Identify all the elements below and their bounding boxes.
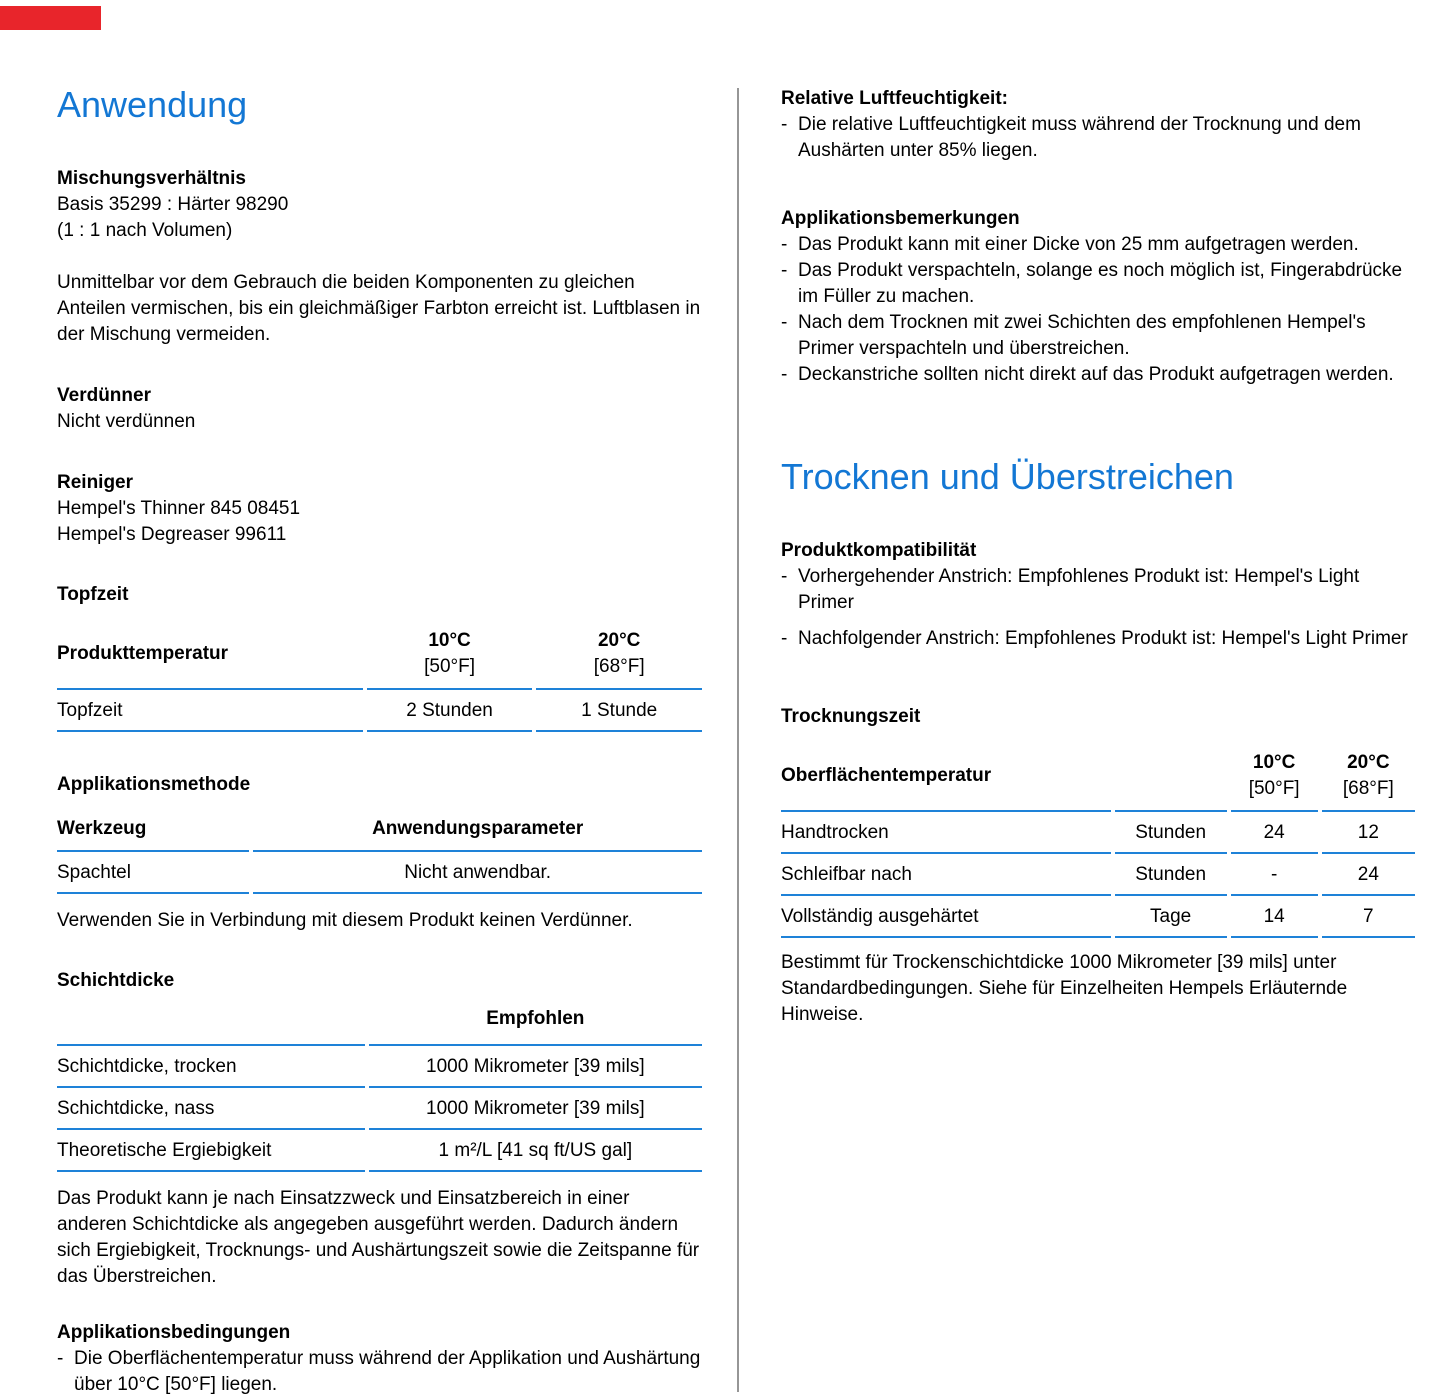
table-row bbox=[781, 896, 1415, 938]
table-row bbox=[57, 1088, 702, 1130]
compatibility-heading: Produktkompatibilität bbox=[781, 540, 977, 561]
drying-time-table bbox=[777, 750, 1419, 938]
bullet-dash: - bbox=[781, 260, 788, 281]
drying-temp-header bbox=[1322, 750, 1415, 812]
list-item-text: Das Produkt kann mit einer Dicke von 25 mm aufgetragen werden. bbox=[798, 234, 1359, 255]
table-row bbox=[57, 852, 702, 894]
list-item bbox=[781, 112, 1415, 164]
left-column bbox=[57, 0, 702, 1398]
pot-life-col-header: Produkttemperatur bbox=[57, 628, 363, 690]
list-item-text: Die relative Luftfeuchtigkeit muss während der Trocknung und dem Aushärten unter 85% liegen. bbox=[798, 114, 1361, 161]
table-row bbox=[57, 1046, 702, 1088]
bullet-dash: - bbox=[781, 234, 788, 255]
list-item bbox=[781, 258, 1415, 310]
list-item-text: Deckanstriche sollten nicht direkt auf das Produkt aufgetragen werden. bbox=[798, 364, 1394, 385]
application-remarks-heading: Applikationsbemerkungen bbox=[781, 208, 1020, 229]
table-row bbox=[781, 854, 1415, 896]
mixing-ratio-line: Basis 35299 : Härter 98290 bbox=[57, 194, 289, 215]
list-item bbox=[781, 310, 1415, 362]
method-col-header: Anwendungsparameter bbox=[253, 816, 702, 852]
cell-unit: Stunden bbox=[1115, 812, 1227, 854]
bullet-dash: - bbox=[781, 566, 788, 587]
cell-value: - bbox=[1231, 854, 1318, 896]
table-row bbox=[781, 812, 1415, 854]
cell-value: 2 Stunden bbox=[367, 690, 533, 732]
thinner-line: Nicht verdünnen bbox=[57, 411, 196, 432]
cell-label: Schleifbar nach bbox=[781, 854, 1111, 896]
cell-value: 24 bbox=[1231, 812, 1318, 854]
cell-value: 1 Stunde bbox=[536, 690, 702, 732]
table-row bbox=[57, 690, 702, 732]
temp-c-label: 10°C bbox=[1252, 752, 1296, 773]
cell-label: Vollständig ausgehärtet bbox=[781, 896, 1111, 938]
list-item bbox=[781, 564, 1415, 616]
cell-label: Schichtdicke, nass bbox=[57, 1088, 365, 1130]
application-method-heading: Applikationsmethode bbox=[57, 774, 251, 795]
application-conditions-list bbox=[57, 1346, 702, 1398]
bullet-dash: - bbox=[781, 114, 788, 135]
page-title-anwendung: Anwendung bbox=[57, 84, 248, 125]
temp-f-label: [50°F] bbox=[1248, 778, 1300, 799]
cleaner-line: Hempel's Degreaser 99611 bbox=[57, 524, 287, 545]
cell-value: 24 bbox=[1322, 854, 1415, 896]
pot-life-table bbox=[53, 628, 706, 732]
mixing-ratio-heading: Mischungsverhältnis bbox=[57, 168, 246, 189]
cell-value: 7 bbox=[1322, 896, 1415, 938]
drying-temp-header bbox=[1231, 750, 1318, 812]
compatibility-list bbox=[781, 564, 1415, 652]
cleaner-line: Hempel's Thinner 845 08451 bbox=[57, 498, 301, 519]
cell-value: Nicht anwendbar. bbox=[253, 852, 702, 894]
temp-c-label: 20°C bbox=[597, 630, 641, 651]
cell-value: 12 bbox=[1322, 812, 1415, 854]
list-item bbox=[781, 232, 1415, 258]
application-remarks-list bbox=[781, 232, 1415, 388]
thinner-heading: Verdünner bbox=[57, 385, 151, 406]
drying-col-header: Oberflächentemperatur bbox=[781, 750, 1111, 812]
list-item-text: Das Produkt verspachteln, solange es noch möglich ist, Fingerabdrücke im Füller zu machen. bbox=[798, 260, 1403, 307]
drying-time-heading: Trocknungszeit bbox=[781, 706, 921, 727]
list-item bbox=[781, 626, 1415, 652]
application-method-note: Verwenden Sie in Verbindung mit diesem Produkt keinen Verdünner. bbox=[57, 910, 633, 931]
pot-life-heading: Topfzeit bbox=[57, 584, 129, 605]
film-thickness-paragraph: Das Produkt kann je nach Einsatzzweck und Einsatzbereich in einer anderen Schichtdicke als angegeben ausgeführt werden. Dadurch ändern sich Ergiebigkeit, Trocknungs- und Aushärtungszeit sowie die Zeitspanne für das Überstreichen. bbox=[57, 1188, 700, 1287]
cell-value: 1000 Mikrometer [39 mils] bbox=[369, 1088, 702, 1130]
bullet-dash: - bbox=[57, 1348, 64, 1369]
humidity-list bbox=[781, 112, 1415, 164]
bullet-dash: - bbox=[781, 364, 788, 385]
cell-value: 1000 Mikrometer [39 mils] bbox=[369, 1046, 702, 1088]
application-conditions-heading: Applikationsbedingungen bbox=[57, 1322, 291, 1343]
film-thickness-heading: Schichtdicke bbox=[57, 970, 175, 991]
mixing-ratio-paragraph: Unmittelbar vor dem Gebrauch die beiden Komponenten zu gleichen Anteilen vermischen, bis ein gleichmäßiger Farbton erreicht ist. Luftblasen in der Mischung vermeiden. bbox=[57, 272, 701, 345]
drying-col-header-empty bbox=[1115, 750, 1227, 812]
temp-c-label: 20°C bbox=[1347, 752, 1390, 773]
film-col-header: Empfohlen bbox=[369, 1006, 702, 1046]
cell-label: Spachtel bbox=[57, 852, 249, 894]
cell-label: Schichtdicke, trocken bbox=[57, 1046, 365, 1088]
film-thickness-table bbox=[53, 1006, 706, 1172]
list-item-text: Nachfolgender Anstrich: Empfohlenes Produkt ist: Hempel's Light Primer bbox=[798, 628, 1408, 649]
list-item-text: Nach dem Trocknen mit zwei Schichten des empfohlenen Hempel's Primer verspachteln und überstreichen. bbox=[798, 312, 1366, 359]
mixing-ratio-line: (1 : 1 nach Volumen) bbox=[57, 220, 233, 241]
table-row bbox=[57, 1130, 702, 1172]
cell-label: Theoretische Ergiebigkeit bbox=[57, 1130, 365, 1172]
temp-c-label: 10°C bbox=[428, 630, 471, 651]
cell-unit: Tage bbox=[1115, 896, 1227, 938]
page-title-trocknen: Trocknen und Überstreichen bbox=[781, 456, 1234, 497]
cell-label: Handtrocken bbox=[781, 812, 1111, 854]
column-divider bbox=[737, 88, 739, 1392]
cell-value: 14 bbox=[1231, 896, 1318, 938]
pot-life-temp-header bbox=[367, 628, 533, 690]
temp-f-label: [68°F] bbox=[593, 656, 645, 677]
cell-value: 1 m²/L [41 sq ft/US gal] bbox=[369, 1130, 702, 1172]
film-col-header-empty bbox=[57, 1006, 365, 1046]
list-item-text: Vorhergehender Anstrich: Empfohlenes Produkt ist: Hempel's Light Primer bbox=[798, 566, 1360, 613]
pot-life-temp-header bbox=[536, 628, 702, 690]
cell-unit: Stunden bbox=[1115, 854, 1227, 896]
temp-f-label: [50°F] bbox=[424, 656, 475, 677]
list-item bbox=[781, 362, 1415, 388]
right-column bbox=[781, 0, 1415, 1028]
cleaner-heading: Reiniger bbox=[57, 472, 134, 493]
temp-f-label: [68°F] bbox=[1342, 778, 1394, 799]
drying-time-note: Bestimmt für Trockenschichtdicke 1000 Mikrometer [39 mils] unter Standardbedingungen. Siehe für Einzelheiten Hempels Erläuternde Hinweise. bbox=[781, 952, 1348, 1025]
application-method-table bbox=[53, 816, 706, 894]
method-col-header: Werkzeug bbox=[57, 816, 249, 852]
humidity-heading: Relative Luftfeuchtigkeit: bbox=[781, 88, 1008, 109]
list-item-text: Die Oberflächentemperatur muss während der Applikation und Aushärtung über 10°C [50°F] liegen. bbox=[74, 1348, 701, 1395]
cell-label: Topfzeit bbox=[57, 690, 363, 732]
bullet-dash: - bbox=[781, 628, 788, 649]
bullet-dash: - bbox=[781, 312, 788, 333]
list-item bbox=[57, 1346, 702, 1398]
